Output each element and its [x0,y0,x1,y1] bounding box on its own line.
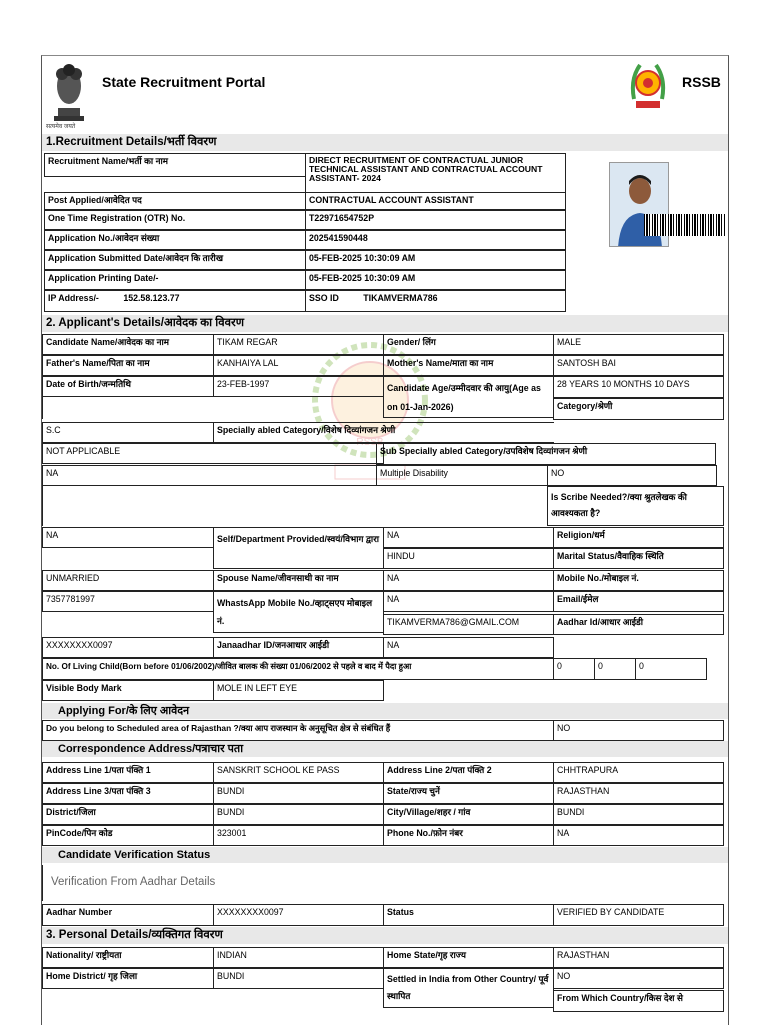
scheduled-area-label: Do you belong to Scheduled area of Rajasthan ?/क्या आप राजस्थान के अनुसूचित क्षेत्र से संबंधित हैं [42,720,554,741]
nationality-label: Nationality/ राष्ट्रीयता [42,947,214,968]
janaadhar-value: NA [383,637,554,658]
multiple-disability-label: Multiple Disability [376,465,548,486]
father-name-label: Father's Name/पिता का नाम [42,355,214,376]
address3-value: BUNDI [213,783,384,804]
verif-status-value: VERIFIED BY CANDIDATE [553,904,724,926]
settled-label: Settled in India from Other Country/ पूर्व स्थापित [383,968,554,1008]
emblem-caption: सत्यमेव जयते [46,124,76,130]
sso-id-value: TIKAMVERMA786 [363,293,438,303]
otr-label: One Time Registration (OTR) No. [44,210,306,230]
category-label: Category/श्रेणी [553,398,724,420]
national-emblem-icon [48,58,90,128]
verification-banner [42,865,728,901]
address2-value: CHHTRAPURA [553,762,724,783]
section-applying-for: Applying For/के लिए आवेदन [42,703,728,719]
ip-address-row [44,290,306,312]
verif-aadhar-value: XXXXXXXX0097 [213,904,384,926]
recruitment-name-value: DIRECT RECRUITMENT OF CONTRACTUAL JUNIOR TECHNICAL ASSISTANT AND CONTRACTUAL ACCOUNT ASSISTANT- 2024 [305,153,566,193]
specially-abled-value: NOT APPLICABLE [42,443,384,464]
otr-value: T22971654752P [305,210,566,230]
post-applied-value: CONTRACTUAL ACCOUNT ASSISTANT [305,192,566,210]
mother-name-label: Mother's Name/माता का नाम [383,355,554,376]
portal-title: State Recruitment Portal [102,74,266,90]
aadhar-id-value: XXXXXXXX0097 [42,637,214,658]
living-children-label: No. Of Living Child(Born before 01/06/2002)/जीवित बालक की संख्या 01/06/2002 से पहले व बाद में पैदा हुआ [42,658,554,680]
pincode-label: PinCode/पिन कोड [42,825,214,846]
ip-address-label: IP Address/- [48,293,99,303]
section-recruitment-details: 1.Recruitment Details/भर्ती विवरण [42,134,728,151]
state-value: RAJASTHAN [553,783,724,804]
verif-status-label: Status [383,904,554,926]
religion-value: HINDU [383,548,554,569]
gender-value: MALE [553,334,724,355]
submitted-date-value: 05-FEB-2025 10:30:09 AM [305,250,566,270]
home-state-label: Home State/गृह राज्य [383,947,554,968]
blank-row-2 [42,486,547,526]
living-children-value-1: 0 [553,658,595,680]
mobile-value: 7357781997 [42,591,214,612]
ip-address-value: 152.58.123.77 [123,293,180,303]
address1-value: SANSKRIT SCHOOL KE PASS [213,762,384,783]
gender-label: Gender/ लिंग [383,334,554,355]
application-no-value: 202541590448 [305,230,566,250]
state-label: State/राज्य चुनें [383,783,554,804]
dob-value: 23-FEB-1997 [213,376,384,397]
pincode-value: 323001 [213,825,384,846]
city-value: BUNDI [553,804,724,825]
section-correspondence-address: Correspondence Address/पत्राचार पता [42,741,728,757]
janaadhar-label: Janaadhar ID/जनआधार आईडी [213,637,384,658]
sub-specially-abled-value: NA [42,465,377,486]
address3-label: Address Line 3/पता पंक्ति 3 [42,783,214,804]
printing-date-value: 05-FEB-2025 10:30:09 AM [305,270,566,290]
email-label: Email/ईमेल [553,591,724,612]
scribe-label: Is Scribe Needed?/क्या श्रुतलेखक की आवश्यकता है? [547,486,724,526]
rssb-label: RSSB [682,74,721,90]
self-department-label: Self/Department Provided/स्वयं/विभाग द्वारा [213,527,384,569]
marital-status-value: UNMARRIED [42,570,214,591]
verification-subtitle: Verification From Aadhar Details [51,876,216,888]
whatsapp-value: NA [383,591,554,612]
candidate-name-value: TIKAM REGAR [213,334,384,355]
rssb-logo-icon [628,59,668,115]
spouse-name-value: NA [383,570,554,591]
city-label: City/Village/शहर / गांव [383,804,554,825]
address2-label: Address Line 2/पता पंक्ति 2 [383,762,554,783]
verif-aadhar-label: Aadhar Number [42,904,214,926]
mobile-label: Mobile No./मोबाइल नं. [553,570,724,591]
aadhar-id-label: Aadhar Id/आधार आईडी [553,614,724,635]
living-children-value-3: 0 [635,658,707,680]
printing-date-label: Application Printing Date/- [44,270,306,290]
specially-abled-label: Specially abled Category/विशेष दिव्यांगजन श्रेणी [213,422,554,443]
sso-id-row [305,290,566,312]
sub-specially-abled-label: Sub Specially abled Category/उपविशेष दिव्यांगजन श्रेणी [376,443,716,465]
blank-row [42,397,384,419]
age-value: 28 YEARS 10 MONTHS 10 DAYS [553,376,724,398]
home-district-value: BUNDI [213,968,384,989]
phone-value: NA [553,825,724,846]
nationality-value: INDIAN [213,947,384,968]
post-applied-label: Post Applied/आवेदित पद [44,192,306,210]
email-value: TIKAMVERMA786@GMAIL.COM [383,614,554,635]
district-value: BUNDI [213,804,384,825]
self-department-value: NA [383,527,554,548]
scribe-value: NA [42,527,214,548]
recruitment-name-label: Recruitment Name/भर्ती का नाम [44,153,306,177]
scheduled-area-value: NO [553,720,724,741]
application-no-label: Application No./आवेदन संख्या [44,230,306,250]
form-header [42,56,728,134]
dob-label: Date of Birth/जन्मतिथि [42,376,214,397]
multiple-disability-value: NO [547,465,717,486]
home-district-label: Home District/ गृह जिला [42,968,214,989]
section-applicant-details: 2. Applicant's Details/आवेदक का विवरण [42,315,728,332]
religion-label: Religion/धर्म [553,527,724,548]
whatsapp-label: WhastsApp Mobile No./व्हाट्सएप मोबाइल नं. [213,591,384,633]
settled-value: NO [553,968,724,989]
father-name-value: KANHAIYA LAL [213,355,384,376]
district-label: District/जिला [42,804,214,825]
address1-label: Address Line 1/पता पंक्ति 1 [42,762,214,783]
from-country-label: From Which Country/किस देश से [553,990,724,1012]
candidate-name-label: Candidate Name/आवेदक का नाम [42,334,214,355]
svg-text:RSSB: RSSB [356,437,384,448]
category-value: S.C [42,422,214,443]
living-children-value-2: 0 [594,658,636,680]
submitted-date-label: Application Submitted Date/आवेदन कि तारीख [44,250,306,270]
barcode [644,214,726,236]
section-verification: Candidate Verification Status [42,847,728,863]
body-mark-label: Visible Body Mark [42,680,214,701]
mother-name-value: SANTOSH BAI [553,355,724,376]
sso-id-label: SSO ID [309,293,339,303]
body-mark-value: MOLE IN LEFT EYE [213,680,384,701]
section-personal-details: 3. Personal Details/व्यक्तिगत विवरण [42,927,728,944]
home-state-value: RAJASTHAN [553,947,724,968]
marital-status-label: Marital Status/वैवाहिक स्थिति [553,548,724,569]
phone-label: Phone No./फ़ोन नंबर [383,825,554,846]
age-label: Candidate Age/उम्मीदवार की आयु(Age as on 01-Jan-2026) [383,376,554,418]
spouse-name-label: Spouse Name/जीवनसाथी का नाम [213,570,384,591]
